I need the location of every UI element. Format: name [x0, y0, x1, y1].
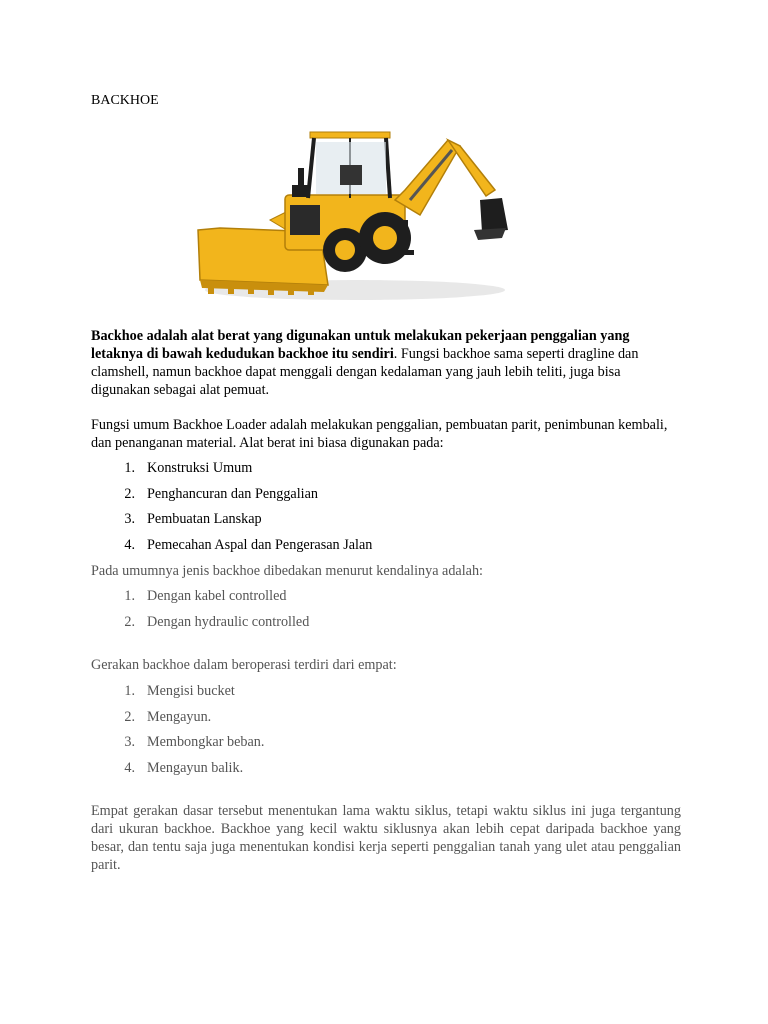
- movements-list: [91, 682, 264, 784]
- list-item: [91, 759, 264, 785]
- list-item: [91, 510, 372, 536]
- list-number: 1.: [124, 588, 135, 604]
- intro-text: . Fungsi backhoe sama seperti dragline dan clamshell, namun backhoe dapat menggali dengan kedalaman yang jauh lebih teliti, juga bisa digunakan sebagai alat pemuat.: [91, 346, 639, 398]
- functions-paragraph: Fungsi umum Backhoe Loader adalah melakukan penggalian, pembuatan parit, penimbunan kembali, dan penanganan material. Alat berat ini biasa digunakan pada:: [91, 417, 668, 451]
- movements-paragraph: Gerakan backhoe dalam beroperasi terdiri dari empat:: [91, 657, 397, 673]
- list-number: 2.: [124, 485, 135, 502]
- page-title: BACKHOE: [91, 93, 159, 108]
- list-label: Mengayun balik.: [147, 759, 244, 776]
- list-label: Dengan hydraulic controlled: [147, 613, 310, 630]
- list-number: 4.: [124, 536, 135, 553]
- list-item: [91, 733, 264, 759]
- functions-list: [91, 459, 372, 561]
- list-item: [91, 459, 372, 485]
- list-item: [91, 485, 372, 511]
- list-item: [91, 613, 309, 639]
- list-number: 1.: [124, 460, 135, 476]
- list-item: [91, 682, 264, 708]
- types-list: [91, 587, 309, 638]
- list-number: 3.: [124, 734, 135, 751]
- intro-bold-text: Backhoe adalah alat berat yang digunakan untuk melakukan pekerjaan penggalian yang letaknya di bawah kedudukan backhoe itu sendiri: [91, 328, 630, 362]
- list-label: Mengisi bucket: [147, 683, 235, 699]
- list-item: [91, 587, 309, 613]
- list-number: 4.: [124, 759, 135, 776]
- list-label: Dengan kabel controlled: [147, 588, 287, 604]
- list-label: Penghancuran dan Penggalian: [147, 485, 318, 502]
- list-label: Pemecahan Aspal dan Pengerasan Jalan: [147, 536, 373, 553]
- list-number: 2.: [124, 613, 135, 630]
- list-number: 1.: [124, 683, 135, 699]
- backhoe-image: [190, 120, 520, 310]
- list-label: Pembuatan Lanskap: [147, 511, 262, 528]
- list-label: Membongkar beban.: [147, 734, 265, 751]
- types-paragraph: Pada umumnya jenis backhoe dibedakan menurut kendalinya adalah:: [91, 563, 483, 579]
- list-item: [91, 536, 372, 562]
- list-number: 2.: [124, 708, 135, 725]
- list-label: Konstruksi Umum: [147, 460, 253, 476]
- intro-paragraph: [91, 327, 681, 399]
- closing-paragraph: Empat gerakan dasar tersebut menentukan lama waktu siklus, tetapi waktu siklus ini juga tergantung dari ukuran backhoe. Backhoe yang kecil waktu siklusnya akan lebih cepat daripada backhoe yang besar, dan tentu saja juga menentukan kondisi kerja seperti penggalian tanah yang ulet atau penggalian parit.: [91, 803, 681, 873]
- list-label: Mengayun.: [147, 708, 212, 725]
- list-number: 3.: [124, 511, 135, 528]
- list-item: [91, 708, 264, 734]
